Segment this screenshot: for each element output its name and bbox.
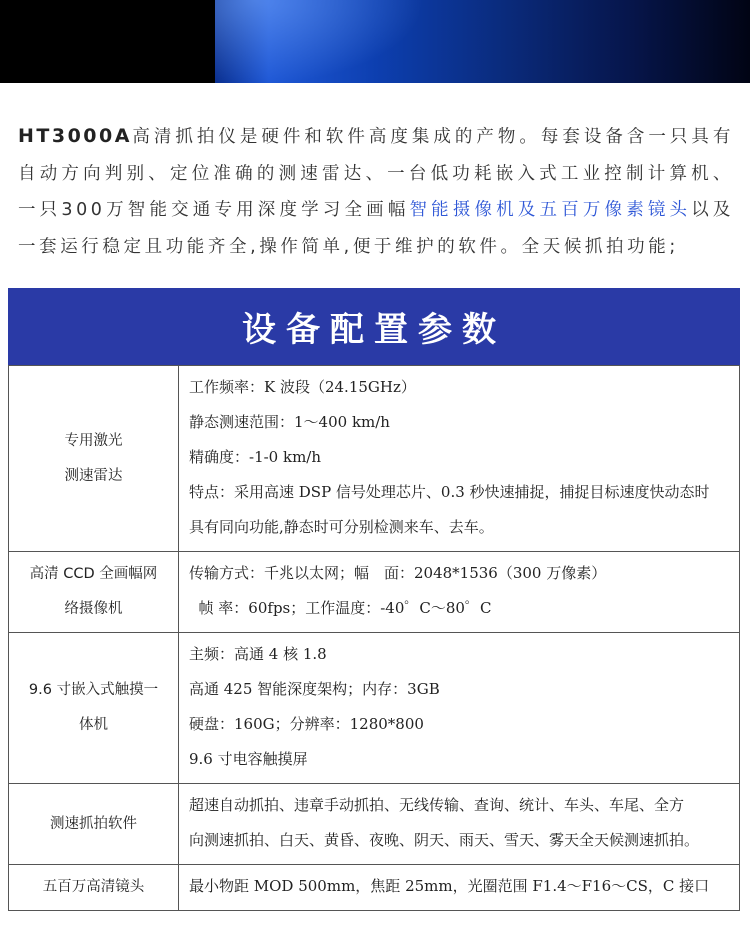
spec-table: [8, 365, 740, 911]
model-name: HT3000A: [18, 125, 132, 147]
row-value-line: 向测速抓拍、白天、黄昏、夜晚、阴天、雨天、雪天、雾天全天候测速抓拍。: [189, 831, 700, 849]
table-row: [9, 784, 740, 865]
row-value-line: 传输方式：千兆以太网；幅 面：2048*1536（300 万像素）: [189, 564, 607, 582]
table-row: [9, 633, 740, 784]
table-title: 设备配置参数: [8, 288, 740, 365]
row-label: [9, 865, 179, 911]
row-value: [179, 552, 740, 633]
spec-table-section: [8, 288, 740, 911]
row-value-line: 精确度：-1-0 km/h: [189, 448, 322, 466]
row-value-line: 特点：采用高速 DSP 信号处理芯片、0.3 秒快速捕捉，捕捉目标速度快动态时: [189, 483, 710, 501]
row-label-line: 高清 CCD 全画幅网: [29, 566, 158, 582]
row-label: [9, 784, 179, 865]
row-label-line: 测速雷达: [64, 467, 123, 484]
row-label: [9, 633, 179, 784]
row-value-line: 硬盘：160G；分辨率：1280*800: [189, 715, 424, 733]
row-label-line: 五百万高清镜头: [42, 879, 145, 895]
row-label-line: 体机: [79, 717, 108, 733]
row-value-line: 具有同向功能,静态时可分别检测来车、去车。: [189, 518, 494, 536]
row-value-line: 9.6 寸电容触摸屏: [189, 750, 308, 768]
banner-blue-glow: [215, 0, 750, 83]
row-value-line: 最小物距 MOD 500mm，焦距 25mm，光圈范围 F1.4～F16～CS，C 接口: [189, 877, 710, 895]
row-value-line: 工作频率：K 波段（24.15GHz）: [189, 378, 416, 396]
row-label: [9, 552, 179, 633]
row-label-line: 测速抓拍软件: [50, 815, 137, 832]
intro-highlight: 智能摄像机及五百万像素镜头: [409, 200, 692, 220]
row-value-line: 主频：高通 4 核 1.8: [189, 645, 327, 663]
row-value-line: 帧 率：60fps；工作温度：-40゜C～80゜C: [189, 599, 492, 617]
row-value: [179, 366, 740, 552]
row-value: [179, 865, 740, 911]
intro-text-before: 高清抓拍仪是硬件和软件高度集成的产物。每套设备含一只具有自动方向判别、定位准确的测速雷达、一台低功耗嵌入式工业控制计算机、一只300万智能交通专用深度学习全画幅: [18, 127, 734, 220]
row-value-line: 高通 425 智能深度架构；内存：3GB: [189, 680, 440, 698]
table-row: [9, 552, 740, 633]
table-row: [9, 366, 740, 552]
header-banner: [0, 0, 750, 83]
row-label-line: 专用激光: [64, 432, 123, 449]
row-value-line: 静态测速范围：1～400 km/h: [189, 413, 390, 431]
row-value: [179, 784, 740, 865]
intro-text-after: 以及一套运行稳定且功能齐全,操作简单,便于维护的软件。全天候抓拍功能;: [18, 200, 734, 257]
row-value: [179, 633, 740, 784]
row-label-line: 9.6 寸嵌入式触摸一: [28, 682, 159, 698]
row-label-line: 络摄像机: [64, 601, 123, 617]
row-value-line: 超速自动抓拍、违章手动抓拍、无线传输、查询、统计、车头、车尾、全方: [189, 796, 685, 814]
table-row: [9, 865, 740, 911]
product-intro: [18, 118, 734, 265]
row-label: [9, 366, 179, 552]
